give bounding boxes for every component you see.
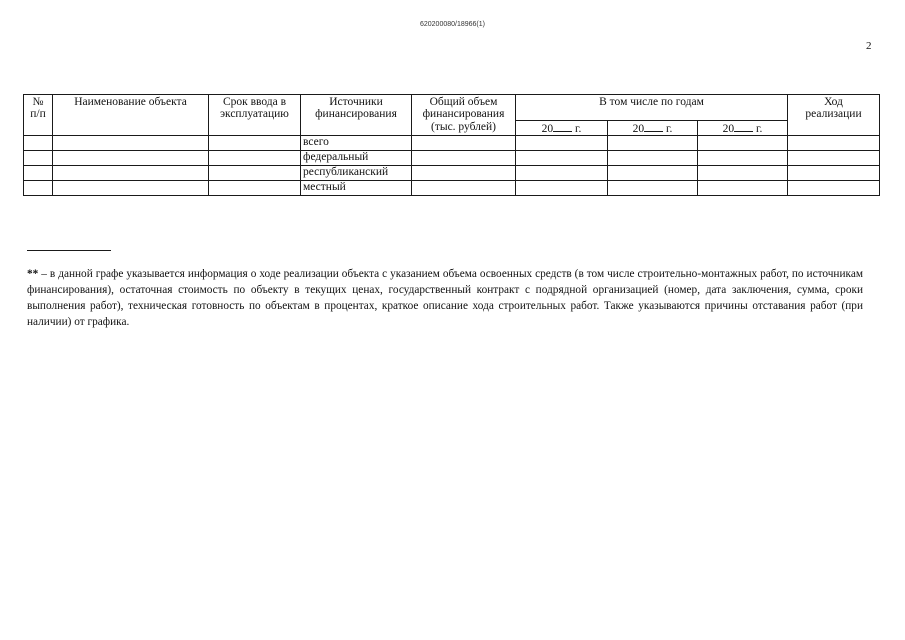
year-3-suffix: г. xyxy=(756,122,763,135)
header-volume-line2: финансирования xyxy=(422,108,505,120)
cell-volume xyxy=(412,135,516,150)
header-implementation-progress xyxy=(788,95,880,136)
cell-year-1 xyxy=(516,150,608,165)
year-2-prefix: 20 xyxy=(632,122,645,135)
cell-year-1 xyxy=(516,135,608,150)
cell-term xyxy=(209,150,301,165)
cell-year-3 xyxy=(698,135,788,150)
year-2-blank xyxy=(644,122,663,132)
cell-year-2 xyxy=(608,180,698,195)
header-number-line2: п/п xyxy=(30,108,46,120)
page-number: 2 xyxy=(866,40,872,52)
cell-number xyxy=(24,180,53,195)
cell-year-2 xyxy=(608,150,698,165)
table-row xyxy=(24,150,880,165)
header-progress-line1: Ход xyxy=(824,96,843,108)
cell-source-republican: республиканский xyxy=(301,165,412,180)
cell-term xyxy=(209,180,301,195)
cell-term xyxy=(209,165,301,180)
cell-year-3 xyxy=(698,150,788,165)
header-volume-unit xyxy=(412,120,516,135)
footnote-mark: ** xyxy=(27,268,39,280)
cell-term xyxy=(209,135,301,150)
year-1-prefix: 20 xyxy=(541,122,554,135)
cell-year-1 xyxy=(516,165,608,180)
year-3-prefix: 20 xyxy=(722,122,735,135)
header-year-1 xyxy=(516,120,608,135)
header-year-2 xyxy=(608,120,698,135)
table-row xyxy=(24,165,880,180)
header-volume-line3: (тыс. рублей) xyxy=(430,121,497,133)
cell-number xyxy=(24,150,53,165)
header-row xyxy=(24,95,880,121)
cell-progress xyxy=(788,180,880,195)
header-sources-line1: Источники xyxy=(329,96,383,108)
footnote-text: – в данной графе указывается информация о ходе реализации объекта с указанием объема освоенных средств (в том числе строительно-монтажных работ, по источникам финансирования), остаточная стоимость по объекту в текущих ценах, государственный контракт с подрядной организацией (номер, дата заключения, сумма, сроки выполнения работ), техническая готовность по объектам в процентах, краткое описание хода строительных работ. Также указываются причины отставания работ (при наличии) от графика. xyxy=(27,268,863,328)
header-object-name-text: Наименование объекта xyxy=(74,96,187,108)
table-row xyxy=(24,180,880,195)
header-total-volume xyxy=(412,95,516,121)
cell-object-name xyxy=(53,150,209,165)
header-commissioning-term xyxy=(209,95,301,136)
year-1-suffix: г. xyxy=(575,122,582,135)
header-number-line1: № xyxy=(32,96,44,108)
header-object-name xyxy=(53,95,209,136)
cell-volume xyxy=(412,150,516,165)
header-by-years xyxy=(516,95,788,121)
cell-object-name xyxy=(53,180,209,195)
cell-source-total: всего xyxy=(301,135,412,150)
cell-object-name xyxy=(53,135,209,150)
financing-table xyxy=(23,94,880,196)
cell-year-1 xyxy=(516,180,608,195)
header-volume-line1: Общий объем xyxy=(429,96,498,108)
header-sources-line2: финансирования xyxy=(315,108,397,120)
header-term-line2: эксплуатацию xyxy=(220,108,289,120)
cell-number xyxy=(24,135,53,150)
cell-progress xyxy=(788,165,880,180)
year-3-blank xyxy=(734,122,753,132)
cell-number xyxy=(24,165,53,180)
footnote-separator xyxy=(27,250,111,251)
header-by-years-text: В том числе по годам xyxy=(599,96,704,108)
cell-year-3 xyxy=(698,180,788,195)
year-1-blank xyxy=(553,122,572,132)
cell-object-name xyxy=(53,165,209,180)
cell-year-3 xyxy=(698,165,788,180)
cell-year-2 xyxy=(608,135,698,150)
cell-progress xyxy=(788,135,880,150)
cell-source-local: местный xyxy=(301,180,412,195)
header-number xyxy=(24,95,53,136)
header-year-3 xyxy=(698,120,788,135)
cell-year-2 xyxy=(608,165,698,180)
cell-volume xyxy=(412,180,516,195)
cell-volume xyxy=(412,165,516,180)
header-term-line1: Срок ввода в xyxy=(222,96,287,108)
cell-source-federal: федеральный xyxy=(301,150,412,165)
table-row xyxy=(24,135,880,150)
footnote xyxy=(27,266,863,330)
document-id: 620200080/18966(1) xyxy=(419,21,485,28)
header-progress-line2: реализации xyxy=(805,108,862,120)
cell-progress xyxy=(788,150,880,165)
header-financing-sources xyxy=(301,95,412,136)
year-2-suffix: г. xyxy=(666,122,673,135)
